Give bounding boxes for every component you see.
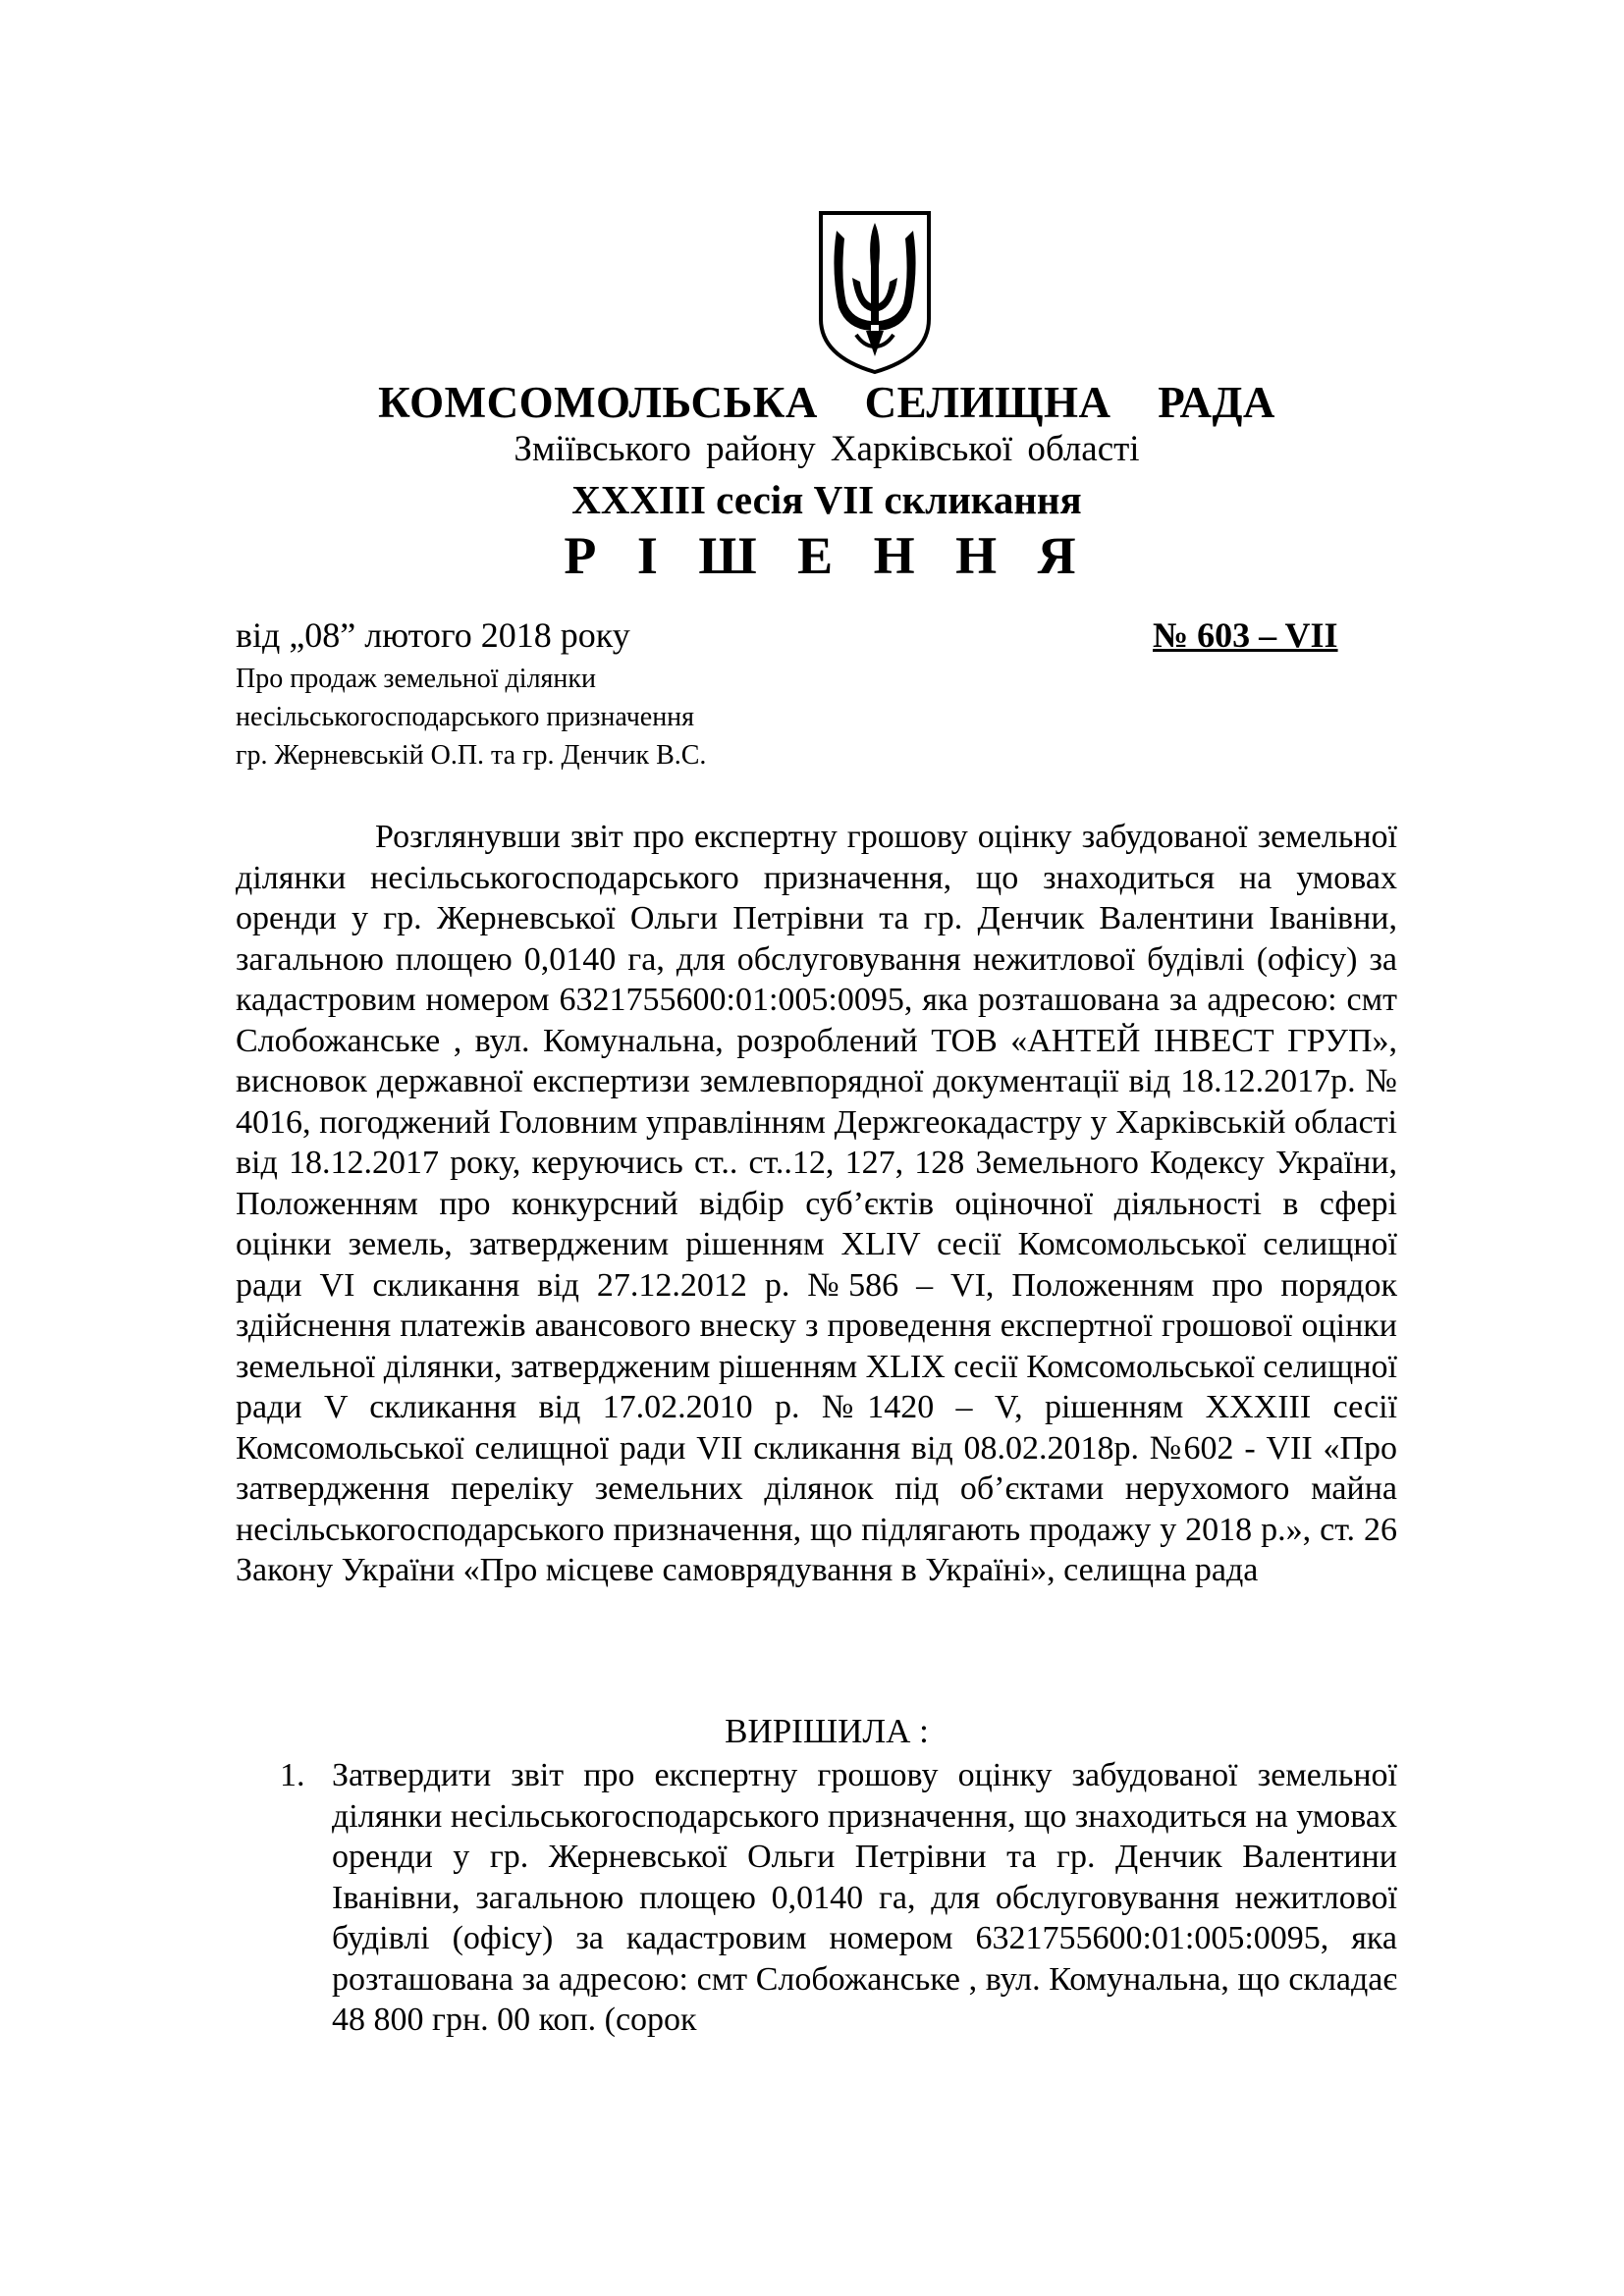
preamble-paragraph: Розглянувши звіт про експертну грошову оцінку забудованої земельної ділянки несільськогосподарського призначення, що знаходиться на умовах оренди у гр. Жерневської Ольги Петрівни та гр. Денчик Валентини Іванівни, загальною площею 0,0140 га, для обслуговування нежитлової будівлі (офісу) за кадастровим номером 6321755600:01:005:0095, яка розташована за адресою: смт Слобожанське , вул. Комунальна, розроблений ТОВ «АНТЕЙ ІНВЕСТ ГРУП», висновок державної експертизи землевпорядної документації від 18.12.2017р. № 4016, погоджений Головним управлінням Держгеокадастру у Харківській області від 18.12.2017 року, керуючись ст.. ст..12, 127, 128 Земельного Кодексу України, Положенням про конкурсний відбір суб’єктів оціночної діяльності в сфері оцінки земель, затвердженим рішенням XLIV сесії Комсомольської селищної ради VI скликання від 27.12.2012 р. №586 – VI, Положенням про порядок здійснення платежів авансового внеску з проведення експертної грошової оцінки земельної ділянки, затвердженим рішенням XLIX сесії Комсомольської селищної ради V скликання від 17.02.2010 р. №1420 – V, рішенням XXXIII сесії Комсомольської селищної ради VII скликання від 08.02.2018р. №602 - VII «Про затвердження переліку земельних ділянок під об’єктами нерухомого майна несільськогосподарського призначення, що підлягають продажу у 2018 р.», ст. 26 Закону України «Про місцеве самоврядування в Україні», селищна рада [236, 819, 1397, 1588]
trident-icon [817, 209, 933, 376]
list-item [280, 1755, 1397, 2041]
decision-subject [236, 660, 706, 774]
decision-title: Р І Ш Е Н Н Я [564, 526, 1090, 585]
subject-line: Про продаж земельної ділянки [236, 664, 597, 694]
decision-date: від „08” лютого 2018 року [236, 615, 630, 655]
district-region: Зміївського району Харківської області [514, 429, 1140, 469]
resolved-heading: ВИРІШИЛА : [725, 1712, 929, 1750]
list-item-text: Затвердити звіт про експертну грошову оцінку забудованої земельної ділянки несільськогосподарського призначення, що знаходиться на умовах оренди у гр. Жерневської Ольги Петрівни та гр. Денчик Валентини Іванівни, загальною площею 0,0140 га, для обслуговування нежитлової будівлі (офісу) за кадастровим номером 6321755600:01:005:0095, яка розташована за адресою: смт Слобожанське , вул. Комунальна, що складає 48 800 грн. 00 коп. (сорок [332, 1757, 1397, 2038]
resolution-list [280, 1755, 1397, 2041]
session-convocation: XXXIII сесія VII скликання [571, 477, 1082, 522]
list-item-number: 1. [280, 1757, 305, 1793]
council-name: КОМСОМОЛЬСЬКА СЕЛИЩНА РАДА [378, 378, 1275, 427]
subject-line: гр. Жерневській О.П. та гр. Денчик В.С. [236, 740, 707, 771]
decision-number: № 603 – VII [1153, 615, 1338, 655]
subject-line: несільськогосподарського призначення [236, 702, 695, 732]
coat-of-arms-emblem [817, 209, 933, 376]
